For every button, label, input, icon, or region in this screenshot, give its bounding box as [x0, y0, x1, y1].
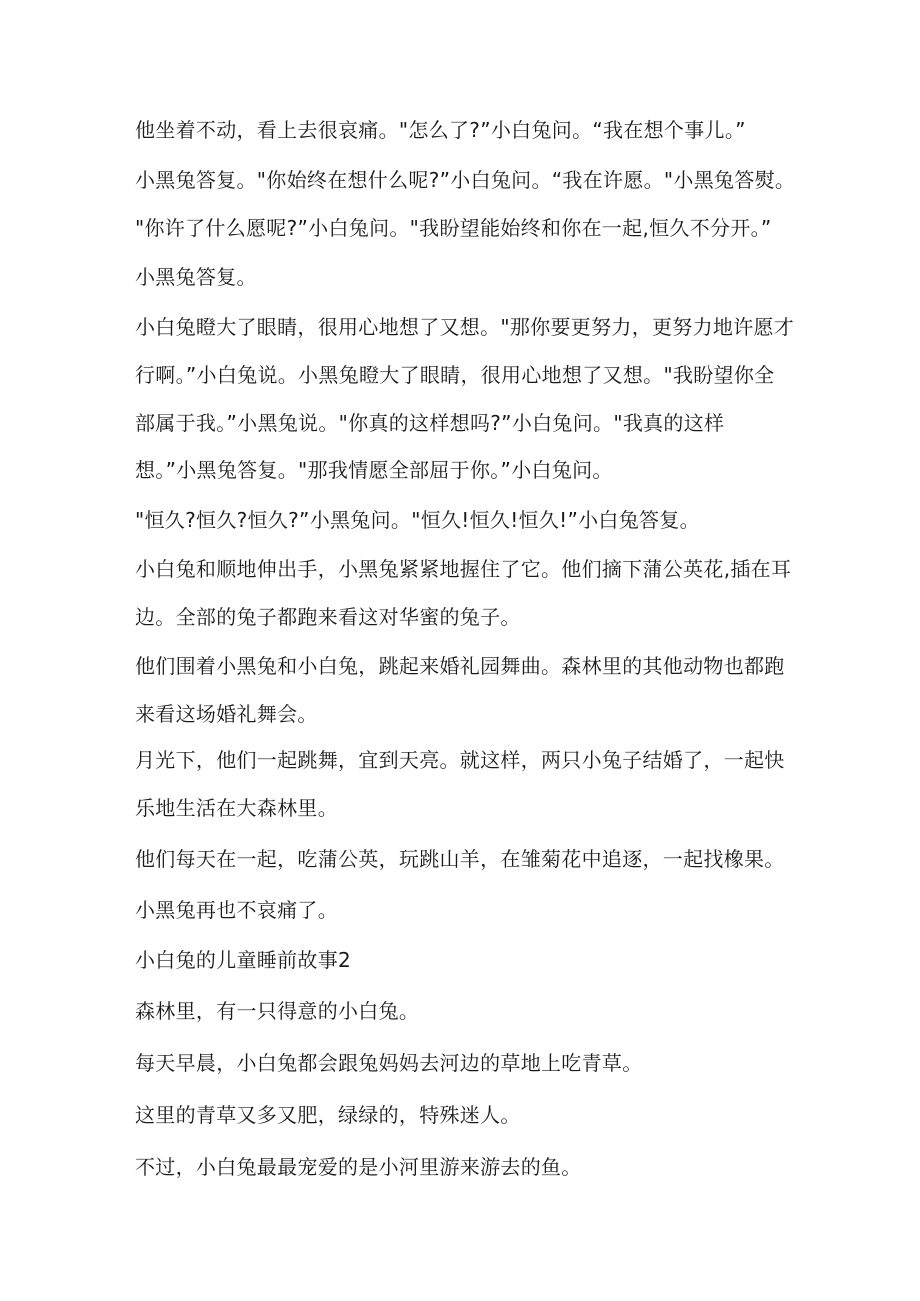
text-line: 小黑兔答复。"你始终在想什么呢?”小白兔问。“我在许愿。"小黑兔答熨。: [135, 168, 796, 192]
text-line: 月光下，他们一起跳舞，宜到天亮。就这样，两只小兔子结婚了，一起快: [135, 748, 785, 772]
text-line: 小白兔和顺地伸出手，小黑兔紧紧地握住了它。他们摘下蒲公英花,插在耳: [135, 557, 792, 581]
text-line: 来看这场婚礼舞会。: [135, 702, 318, 726]
section-heading: 小白兔的儿童睡前故事2: [135, 948, 352, 972]
text-line: 小白兔瞪大了眼睛，很用心地想了又想。"那你要更努力，更努力地许愿才: [135, 315, 795, 339]
text-line: 边。全部的兔子都跑来看这对华蜜的兔子。: [135, 605, 521, 629]
text-line: 森林里，有一只得意的小白兔。: [135, 999, 420, 1023]
text-line: 他们围着小黑兔和小白兔，跳起来婚礼园舞曲。森林里的其他动物也都跑: [135, 654, 785, 678]
text-line: 想。”小黑兔答复。"那我情愿全部屈于你。”小白兔问。: [135, 458, 613, 482]
text-line: 他们每天在一起，吃蒲公英，玩跳山羊，在雏菊花中追逐，一起找橡果。: [135, 847, 785, 871]
text-line: "恒久?恒久?恒久?”小黑兔问。"恒久!恒久!恒久!”小白兔答复。: [135, 508, 700, 532]
text-line: 每天早晨，小白兔都会跟兔妈妈去河边的草地上吃青草。: [135, 1051, 643, 1075]
text-line: 不过，小白兔最最宠爱的是小河里游来游去的鱼。: [135, 1155, 582, 1179]
text-line: 小黑兔再也不哀痛了。: [135, 898, 338, 922]
text-line: 乐地生活在大森林里。: [135, 796, 338, 820]
text-line: 他坐着不动，看上去很哀痛。"怎么了?”小白兔问。“我在想个事儿。”: [135, 118, 746, 142]
text-line: 小黑兔答复。: [135, 265, 257, 289]
text-line: "你许了什么愿呢?”小白兔问。"我盼望能始终和你在一起,恒久不分开。”: [135, 216, 772, 240]
text-line: 这里的青草又多又肥，绿绿的，特殊迷人。: [135, 1103, 521, 1127]
text-line: 部属于我。”小黑兔说。"你真的这样想吗?”小白兔问。"我真的这样: [135, 411, 725, 435]
text-line: 行啊。”小白兔说。小黑兔瞪大了眼睛，很用心地想了又想。"我盼望你全: [135, 363, 775, 387]
